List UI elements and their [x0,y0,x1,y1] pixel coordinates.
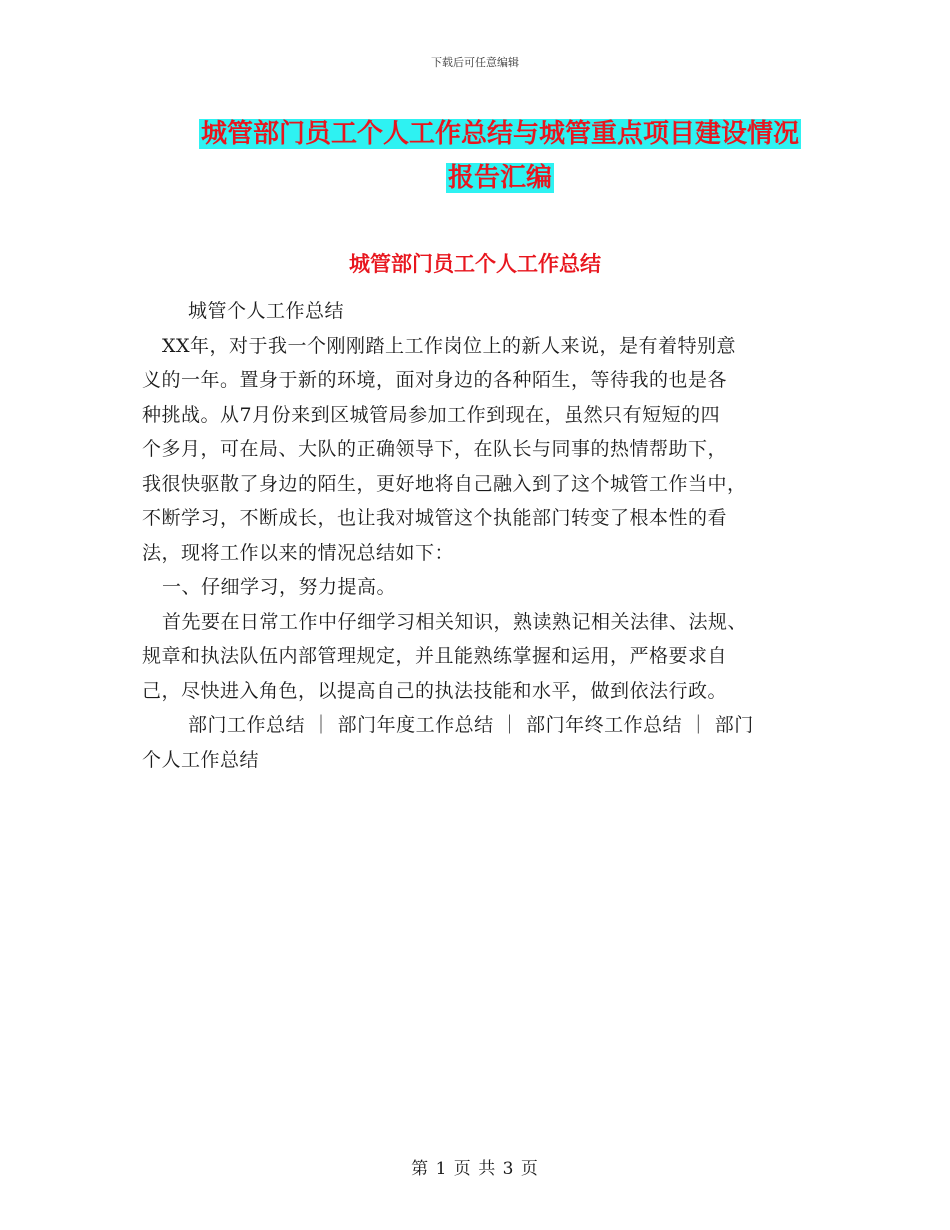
page-header-note: 下载后可任意编辑 [431,56,519,69]
related-links-line: 个人工作总结 [142,748,260,771]
paragraph-line: 我很快驱散了身边的陌生，更好地将自己融入到了这个城管工作当中， [142,472,747,495]
document-body [142,294,810,777]
paragraph-line: 首先要在日常工作中仔细学习相关知识，熟读熟记相关法律、法规、 [162,610,748,633]
paragraph-line: 不断学习，不断成长，也让我对城管这个执能部门转变了根本性的看 [142,507,728,529]
paragraph-line: 规章和执法队伍内部管理规定，并且能熟练掌握和运用，严格要求自 [142,645,728,667]
body-subtitle: 城管个人工作总结 [188,300,345,322]
section-heading-1: 一、仔细学习，努力提高。 [162,576,397,598]
section-title: 城管部门员工个人工作总结 [349,251,601,276]
page-number-footer: 第 1 页 共 3 页 [411,1159,539,1179]
paragraph-line: XX年，对于我一个刚刚踏上工作岗位上的新人来说，是有着特别意 [162,334,737,357]
paragraph-line: 己，尽快进入角色，以提高自己的执法技能和水平，做到依法行政。 [142,679,728,702]
paragraph-line: 种挑战。从7月份来到区城管局参加工作到现在，虽然只有短短的四 [142,403,721,426]
paragraph-line: 义的一年。置身于新的环境，面对身边的各种陌生，等待我的也是各 [142,369,728,391]
related-links-line: 部门工作总结 ｜ 部门年度工作总结 ｜ 部门年终工作总结 ｜ 部门 [188,714,754,736]
paragraph-line: 个多月，可在局、大队的正确领导下，在队长与同事的热情帮助下， [142,438,728,460]
main-title-line-2: 报告汇编 [447,163,552,193]
document-main-title [140,112,860,200]
main-title-line-1: 城管部门员工个人工作总结与城管重点项目建设情况 [200,119,799,149]
paragraph-line: 法，现将工作以来的情况总结如下： [142,541,455,564]
